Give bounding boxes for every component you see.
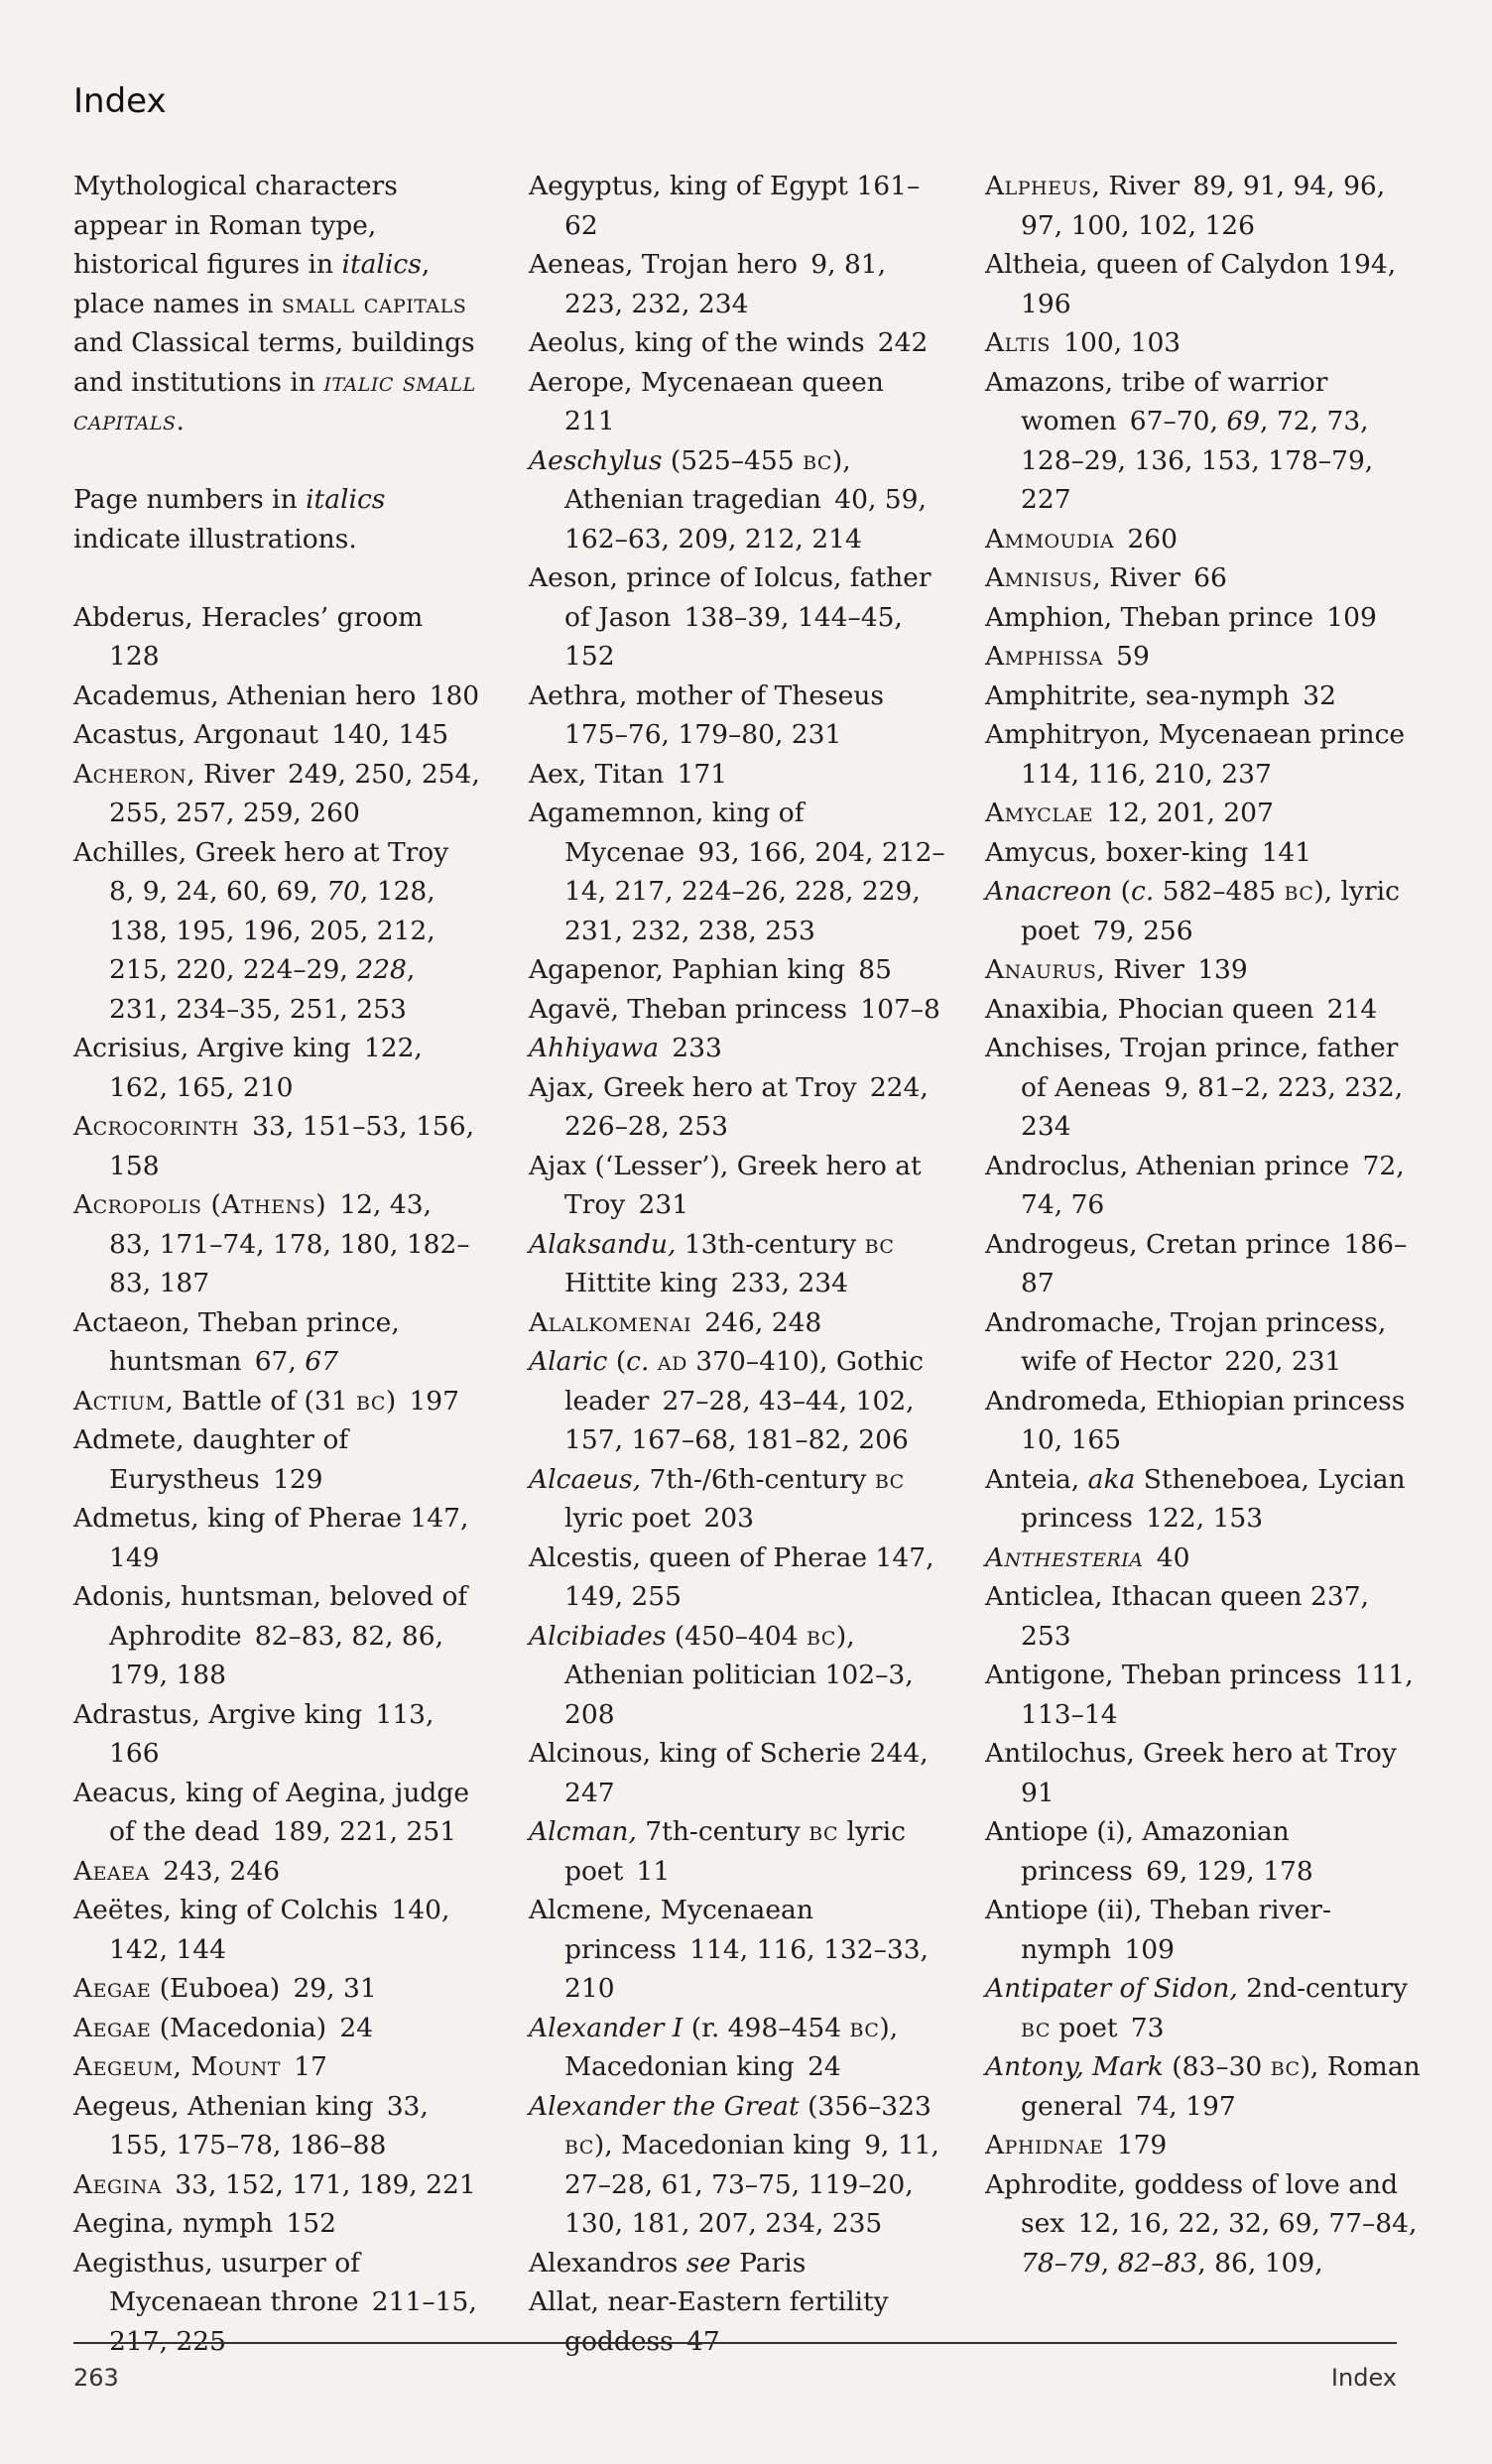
index-entry-run: Acastus, Argonaut 140, 145 [73,719,449,750]
index-entry [985,1734,1422,1812]
index-entry [985,1891,1422,1969]
intro-text-run: . [176,406,185,436]
index-entry-run: Anchises, Trojan prince, father of Aeneas 9, 81–2, 223, 232, 234 [985,1033,1404,1142]
index-entry-run: 233 [659,1033,722,1063]
index-entry [73,1107,480,1185]
index-entry-run: Aeolus, king of the winds 242 [529,327,929,358]
index-entry-run: Alcestis, queen of Pherae 147, 149, 255 [529,1541,934,1612]
index-entry [985,1029,1422,1147]
index-entry-run: , River 139 [1096,954,1248,985]
index-entry-run: , Battle of (31 [165,1385,356,1417]
index-entry-run: Aeschylus [529,444,663,476]
index-entry-run: Alalkomenai [529,1306,692,1338]
index-entry-run: bc [1270,2051,1301,2082]
index-entry [985,1147,1422,1225]
index-entry [985,1225,1422,1303]
index-entry [529,1029,945,1068]
index-entry-run: 7th-/6th-century [641,1463,875,1495]
intro-text-run: and Classical terms, buildings and institutions in [73,327,475,398]
index-entry [529,2282,945,2361]
index-entry [73,1577,480,1695]
index-entry [529,1147,945,1225]
index-entry [985,2126,1422,2165]
index-entry [985,245,1422,323]
index-entry-run: Antipater of Sidon, [985,1973,1238,2004]
index-entry-run: ), Roman general 74, 197 [1021,2051,1421,2122]
index-entry-run: Ahhiyawa [529,1033,659,1063]
index-entry-run: Aeaea [73,1855,150,1887]
index-entry-run: 12, 43, 83, 171–74, 178, 180, 182–83, 187 [109,1189,470,1298]
index-entry-run: Acropolis (Athens) [73,1189,327,1220]
index-entry-run: Aegina, nymph 152 [73,2208,336,2239]
index-entry-run: Anaxibia, Phocian queen 214 [985,993,1378,1025]
index-entry-run: ad [657,1346,687,1377]
index-entry-run: Agamemnon, king of Mycenae 93, 166, 204, 212–14, 217, 224–26, 228, 229, 231, 232, 238, 253 [529,798,945,946]
index-entry-run: Adonis, huntsman, beloved of Aphrodite 82–83, 82, 86, 179, 188 [73,1581,468,1690]
index-entry-run: 12, 201, 207 [1093,798,1274,828]
index-entry-run: , 86, 109, [1197,2247,1323,2279]
index-entry [73,1382,480,1421]
index-entry-run: Aethra, mother of Theseus 175–76, 179–80, 231 [529,679,898,750]
index-entry [73,2009,480,2048]
index-entry-run: 179 [1103,2130,1168,2160]
intro-text-run: Mythological characters appear in Roman type, historical figures in [73,171,398,280]
index-entry-run: Ammoudia [985,523,1115,554]
index-column-2 [529,167,945,2361]
index-entry-run: Aex, Titan 171 [529,758,728,790]
index-entry-run: 246, 248 [691,1306,822,1338]
index-entry [73,2204,480,2244]
index-entry-run: Anaurus [985,954,1097,985]
index-entry-run: Aeson, prince of Iolcus, father of Jason 138–39, 144–45, 152 [529,562,932,672]
index-entry [529,1812,945,1891]
index-entry-run: Agavë, Theban princess 107–8 [529,993,940,1025]
page-title: Index [73,81,167,121]
index-entry-run: Stheneboea, Lycian princess 122, 153 [1021,1463,1406,1534]
index-entry [985,637,1422,677]
index-entry [73,1420,480,1499]
index-entry-run: Aerope, Mycenaean queen 211 [529,366,898,436]
index-entry-run: bc [1284,876,1314,907]
index-entry-run: Altheia, queen of Calydon 194, 196 [985,249,1397,319]
index-entry [985,950,1422,990]
intro-text-run: , place names in [73,249,431,319]
index-entry-run: bc [849,2012,880,2043]
index-entry [529,1303,945,1343]
intro-page-conventions [73,480,480,558]
index-entry-run: 69 [1226,406,1261,436]
index-entry [529,2009,945,2087]
index-entry [985,363,1422,520]
index-entry-run: Aphrodite, goddess of love and sex 12, 16, 22, 32, 69, 77–84, [985,2168,1418,2239]
index-entry-run: Amphitrite, sea-nymph 32 [985,679,1336,711]
index-entry-run: Abderus, Heracles’ groom 128 [73,601,436,672]
index-entry-run: Achilles, Greek hero at Troy 8, 9, 24, 60, 69, [73,836,462,907]
index-entry [985,1812,1422,1891]
index-entry [529,2244,945,2283]
index-entry-run: (450–404 [666,1620,808,1652]
index-entry-run: Alaksandu, [529,1228,677,1260]
index-entry-run: Admetus, king of Pherae 147, 149 [73,1503,469,1573]
index-entry-run: 7th-century [636,1816,809,1847]
index-entry [529,677,945,755]
index-entry-run: Paris [730,2247,807,2279]
index-entry [73,1499,480,1577]
index-entry [73,1185,480,1303]
index-entry-run: Alcinous, king of Scherie 244, 247 [529,1738,929,1808]
index-entry [529,1617,945,1735]
index-entry [73,2087,480,2165]
index-entry-run: Aegisthus, usurper of Mycenaean throne 211–15, 217, 225 [73,2247,477,2357]
index-entry [985,990,1422,1030]
index-entry-run: (83–30 [1163,2051,1271,2082]
index-entry-run: ( [1112,876,1131,907]
index-entry-run: 100, 103 [1050,327,1181,358]
index-entry-run: bc [864,1228,895,1260]
index-entry-run: Aegina [73,2168,163,2200]
index-entry [73,1891,480,1969]
index-entry-run: Anthesteria [985,1541,1144,1573]
index-entry-run: 82–83 [1117,2247,1198,2279]
index-entry-run: 33, 151–53, 156, 158 [109,1111,475,1181]
intro-text-run: Page numbers in [73,484,307,515]
index-entry-run: Alcman, [529,1816,637,1847]
index-entry-run: Ajax, Greek hero at Troy 224, 226–28, 253 [529,1071,929,1142]
index-entry-run: Admete, daughter of Eurystheus 129 [73,1424,349,1495]
index-column-3 [985,167,1422,2282]
index-entry [73,1303,480,1382]
index-entry-run: Antigone, Theban princess 111, 113–14 [985,1660,1414,1730]
index-entry-run: Alpheus [985,171,1092,201]
index-entry [985,677,1422,716]
index-entry-run: c. [1130,876,1155,907]
index-entry [73,598,480,677]
index-entry [73,1969,480,2009]
index-entry-run: (r. 498–454 [683,2012,850,2043]
index-entry-run: 59 [1102,641,1150,672]
index-entry-run: 78–79 [1021,2247,1101,2279]
index-entry [529,1460,945,1539]
index-entry-run: Aegae [73,1973,152,2004]
index-entry [985,2165,1422,2283]
index-entry-run: 70 [326,876,360,907]
index-entry [985,598,1422,638]
index-entry-run: Academus, Athenian hero 180 [73,679,480,711]
index-entry [529,950,945,990]
index-entry-run: 228 [356,954,407,985]
index-entry [73,1029,480,1107]
index-column-1 [73,167,480,2361]
index-entry-run: Antiope (ii), Theban river-nymph 109 [985,1895,1331,1965]
index-entry-run: 2nd-century [1237,1973,1408,2004]
index-entry-run: Agapenor, Paphian king 85 [529,954,892,985]
index-entry-run: 13th-century [676,1228,865,1260]
column-entries [529,167,945,2361]
index-entry-run: Acrocorinth [73,1111,239,1142]
index-entry [985,1539,1422,1578]
index-entry [985,1303,1422,1382]
index-entry-run: lyric poet 11 [564,1816,906,1887]
index-entry-run: Altis [985,327,1051,358]
index-entry-run: Antony, Mark [985,2051,1164,2082]
index-entry-run: ), Athenian tragedian 40, 59, 162–63, 209, 212, 214 [564,444,927,554]
index-entry [985,1577,1422,1656]
index-entry-run: (356–323 [799,2090,932,2122]
index-entry-run: , 128, 138, 195, 196, 205, 212, 215, 220, 224–29, [109,876,435,985]
footer-divider [73,2342,1397,2344]
index-entry-run: Andromeda, Ethiopian princess 10, 165 [985,1385,1419,1455]
intro-text-run: small capitals [281,288,467,319]
index-entry-run: Alexander I [529,2012,684,2043]
index-entry-run: Acrisius, Argive king 122, 162, 165, 210 [73,1033,423,1103]
index-entry [73,1774,480,1852]
index-entry-run: 33, 152, 171, 189, 221 [162,2168,476,2200]
index-entry [985,323,1422,363]
index-entry-run: ), lyric poet 79, 256 [1021,876,1400,946]
index-entry [985,833,1422,873]
index-entry-run: Aeneas, Trojan hero 9, 81, 223, 232, 234 [529,249,887,319]
intro-text-run: italics [341,249,422,280]
index-entry-run: Acheron [73,758,187,790]
index-entry-run: poet 73 [1050,2012,1165,2043]
index-entry-run: Amphissa [985,641,1103,672]
index-entry [529,990,945,1030]
index-entry-run: Alexandros [529,2247,686,2279]
index-entry-run: Anacreon [985,876,1113,907]
intro-text-run: italic small capitals [73,366,476,436]
index-entry-run: Actium [73,1385,166,1417]
index-entry-run: bc [808,1816,839,1847]
index-entry [529,441,945,559]
index-entry-run: , 231, 234–35, 251, 253 [109,954,416,1025]
index-entry-run: ), Macedonian king 9, 11, 27–28, 61, 73–75, 119–20, 130, 181, 207, 234, 235 [564,2130,939,2239]
index-entry [529,1068,945,1147]
index-entry-run: 260 [1114,523,1178,554]
index-entry-run: ( [607,1346,627,1377]
index-entry [529,167,945,245]
index-entry-run: lyric poet 203 [564,1503,754,1534]
index-entry-run: Anteia, [985,1463,1088,1495]
index-entry [985,167,1422,245]
index-entry-run: (525–455 [662,444,804,476]
index-entry [985,794,1422,833]
index-entry [529,245,945,323]
index-entry-run: Amycus, boxer-king 141 [985,836,1312,868]
index-entry [985,2047,1422,2126]
index-entry-run: Andromache, Trojan princess, wife of Hector 220, 231 [985,1306,1387,1377]
index-entry-run: Aegyptus, king of Egypt 161–62 [529,171,921,241]
index-entry-run: , [1100,2247,1118,2279]
index-entry-run: Aeacus, king of Aegina, judge of the dead 189, 221, 251 [73,1777,470,1847]
index-entry-run: Antiope (i), Amazonian princess 69, 129, 178 [985,1816,1313,1887]
index-entry-run: , River 249, 250, 254, 255, 257, 259, 260 [109,758,480,828]
index-entry [73,833,480,1030]
index-entry [73,2047,480,2087]
intro-type-conventions [73,167,480,441]
column-entries [73,598,480,2362]
index-entry [529,1539,945,1617]
intro-text-run: indicate illustrations. [73,523,357,554]
index-entry-run: Alexander the Great [529,2090,800,2122]
index-entry-run: Amphion, Theban prince 109 [985,601,1377,633]
index-entry [985,1969,1422,2047]
index-entry [985,1460,1422,1539]
index-entry-run: aka [1087,1463,1136,1495]
index-entry-run: Androclus, Athenian prince 72, 74, 76 [985,1150,1405,1220]
index-entry-run: Aegae [73,2012,152,2043]
index-entry-run: Alcaeus, [529,1463,642,1495]
index-entry [73,2165,480,2205]
index-entry-run: bc [356,1385,386,1417]
index-entry [529,323,945,363]
page-number: 263 [73,2364,119,2392]
index-entry-run: Anticlea, Ithacan queen 237, 253 [985,1581,1369,1652]
index-entry-run: ), Macedonian king 24 [564,2012,899,2082]
index-entry-run: Antilochus, Greek hero at Troy 91 [985,1738,1411,1808]
index-entry-run: bc [564,2130,594,2160]
index-entry-run: Alaric [529,1346,608,1377]
index-entry-run: bc [807,1620,836,1652]
index-entry-run: Aegeus, Athenian king 33, 155, 175–78, 186–88 [73,2090,429,2160]
index-entry [529,755,945,795]
index-entry [529,794,945,950]
index-entry-run: Actaeon, Theban prince, huntsman 67, [73,1306,400,1377]
index-entry [73,1852,480,1892]
index-entry-run: Amyclae [985,798,1094,828]
index-entry-run: , River 66 [1092,562,1227,593]
index-entry [73,715,480,755]
index-entry [73,677,480,716]
index-entry-run: 243, 246 [149,1855,281,1887]
index-entry [985,558,1422,598]
index-entry [529,1734,945,1812]
index-entry [985,520,1422,559]
index-entry-run: Aphidnae [985,2130,1104,2160]
intro-text-run: italics [306,484,386,515]
index-entry [985,1656,1422,1734]
index-entry [73,755,480,833]
index-entry-run: 67 [305,1346,338,1377]
index-entry [529,1342,945,1460]
index-entry-run: Hittite king 233, 234 [564,1268,848,1298]
index-entry-run: Adrastus, Argive king 113, 166 [73,1698,435,1769]
index-entry [529,1225,945,1303]
index-entry-run: Androgeus, Cretan prince 186–87 [985,1228,1408,1298]
index-entry-run: see [685,2247,731,2279]
index-entry [985,715,1422,794]
index-entry-run: bc [1021,2012,1051,2043]
index-entry-run: Amphitryon, Mycenaean prince 114, 116, 210, 237 [985,719,1419,790]
index-entry [985,872,1422,950]
index-entry-run: Amazons, tribe of warrior women 67–70, [985,366,1328,436]
index-entry-run: , 72, 73, 128–29, 136, 153, 178–79, 227 [1021,406,1374,515]
index-entry-run: c. [626,1346,650,1377]
index-entry-run [649,1346,657,1377]
index-entry-run: Amnisus [985,562,1093,593]
index-entry-run: bc [874,1463,905,1495]
index-entry [529,1891,945,2009]
index-entry-run: Ajax (‘Lesser’), Greek hero at Troy 231 [529,1150,922,1220]
index-entry-run: Aegeum, Mount [73,2051,281,2082]
index-entry-run: (Euboea) 29, 31 [151,1973,377,2004]
index-entry [73,1695,480,1774]
index-entry [529,363,945,441]
index-entry-run: , River 89, 91, 94, 96, 97, 100, 102, 126 [1021,171,1386,241]
index-entry [529,2087,945,2244]
column-entries [985,167,1422,2282]
index-entry-run: Allat, near-Eastern fertility goddess 47 [529,2286,889,2357]
index-entry-run: 17 [280,2051,327,2082]
index-entry-run: Alcmene, Mycenaean princess 114, 116, 132–33, 210 [529,1895,929,2004]
index-entry-run: 370–410), Gothic leader 27–28, 43–44, 102, 157, 167–68, 181–82, 206 [564,1346,925,1455]
running-head: Index [1330,2364,1397,2392]
index-entry-run: Aeëtes, king of Colchis 140, 142, 144 [73,1895,450,1965]
index-entry [529,558,945,677]
index-entry-run: ), Athenian politician 102–3, 208 [564,1620,914,1730]
index-entry-run: 582–485 [1154,876,1285,907]
index-entry-run: 40 [1143,1541,1190,1573]
index-entry-run: bc [803,444,832,476]
index-entry-run: Alcibiades [529,1620,667,1652]
index-entry-run: ) 197 [385,1385,460,1417]
index-entry [985,1382,1422,1460]
index-entry-run: (Macedonia) 24 [151,2012,374,2043]
